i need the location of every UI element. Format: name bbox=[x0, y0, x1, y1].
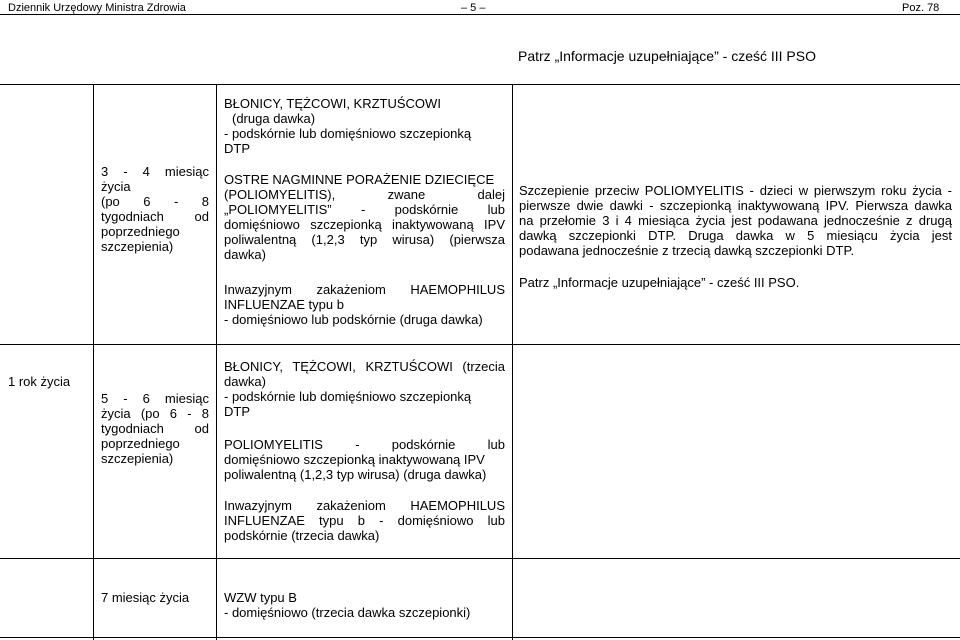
row-divider-2 bbox=[0, 558, 960, 559]
row1-note-polio: Szczepienie przeciw POLIOMYELITIS - dzieci w pierwszym roku życia - pierwsze dwie dawki - szczepionką inaktywowaną IPV. Pierwsza dawka na przełomie 3 i 4 miesiąca życia jest podawana jednocześnie z drugą dawką szczepionki DTP. Druga dawka w 5 miesiącu życia jest podawana jednocześnie z trzecią dawką szczepionki DTP. bbox=[519, 183, 952, 258]
page-number: – 5 – bbox=[461, 2, 486, 14]
row-divider-1 bbox=[0, 344, 960, 345]
row1-age: 3 - 4 miesiąc życia (po 6 - 8 tygodniach od poprzedniego szczepienia) bbox=[101, 164, 209, 254]
position-number: Poz. 78 bbox=[902, 2, 940, 14]
top-note: Patrz „Informacje uzupełniające” - cześć III PSO bbox=[518, 48, 816, 64]
col-divider-2 bbox=[216, 84, 217, 640]
row1-vaccine-hib: Inwazyjnym zakażeniom HAEMOPHILUS INFLUENZAE typu b - domięśniowo lub podskórnie (druga dawka) bbox=[224, 282, 505, 327]
row3-vaccine-hbv: WZW typu B - domięśniowo (trzecia dawka szczepionki) bbox=[224, 590, 471, 620]
row2-year: 1 rok życia bbox=[8, 374, 71, 389]
row3-age: 7 miesiąc życia bbox=[101, 590, 190, 605]
row1-vaccine-polio: OSTRE NAGMINNE PORAŻENIE DZIECIĘCE (POLIOMYELITIS), zwane dalej „POLIOMYELITIS” - podskórnie lub domięśniowo szczepionką inaktywowaną IPV poliwalentną (1,2,3 typ wirusa) (pierwsza dawka) bbox=[224, 172, 505, 262]
row2-vaccine-dtp: BŁONICY, TĘŻCOWI, KRZTUŚCOWI (trzecia dawka) - podskórnie lub domięśniowo szczepionką DTP bbox=[224, 359, 505, 419]
journal-title: Dziennik Urzędowy Ministra Zdrowia bbox=[8, 2, 186, 14]
row2-vaccine-hib: Inwazyjnym zakażeniom HAEMOPHILUS INFLUENZAE typu b - domięśniowo lub podskórnie (trzecia dawka) bbox=[224, 498, 505, 543]
col-divider-3 bbox=[512, 84, 513, 640]
row2-vaccine-polio: POLIOMYELITIS - podskórnie lub domięśniowo szczepionką inaktywowaną IPV poliwalentną (1,2,3 typ wirusa) (druga dawka) bbox=[224, 437, 505, 482]
table-border-top bbox=[0, 84, 960, 85]
header-rule bbox=[0, 14, 960, 15]
table-border-bottom bbox=[0, 637, 960, 638]
row2-age: 5 - 6 miesiąc życia (po 6 - 8 tygodniach od poprzedniego szczepienia) bbox=[101, 391, 209, 466]
row1-vaccine-dtp: BŁONICY, TĘŻCOWI, KRZTUŚCOWI (druga dawka) - podskórnie lub domięśniowo szczepionką DTP bbox=[224, 96, 472, 156]
row1-note-pso: Patrz „Informacje uzupełniające” - cześć III PSO. bbox=[519, 275, 800, 290]
col-divider-1 bbox=[93, 84, 94, 640]
